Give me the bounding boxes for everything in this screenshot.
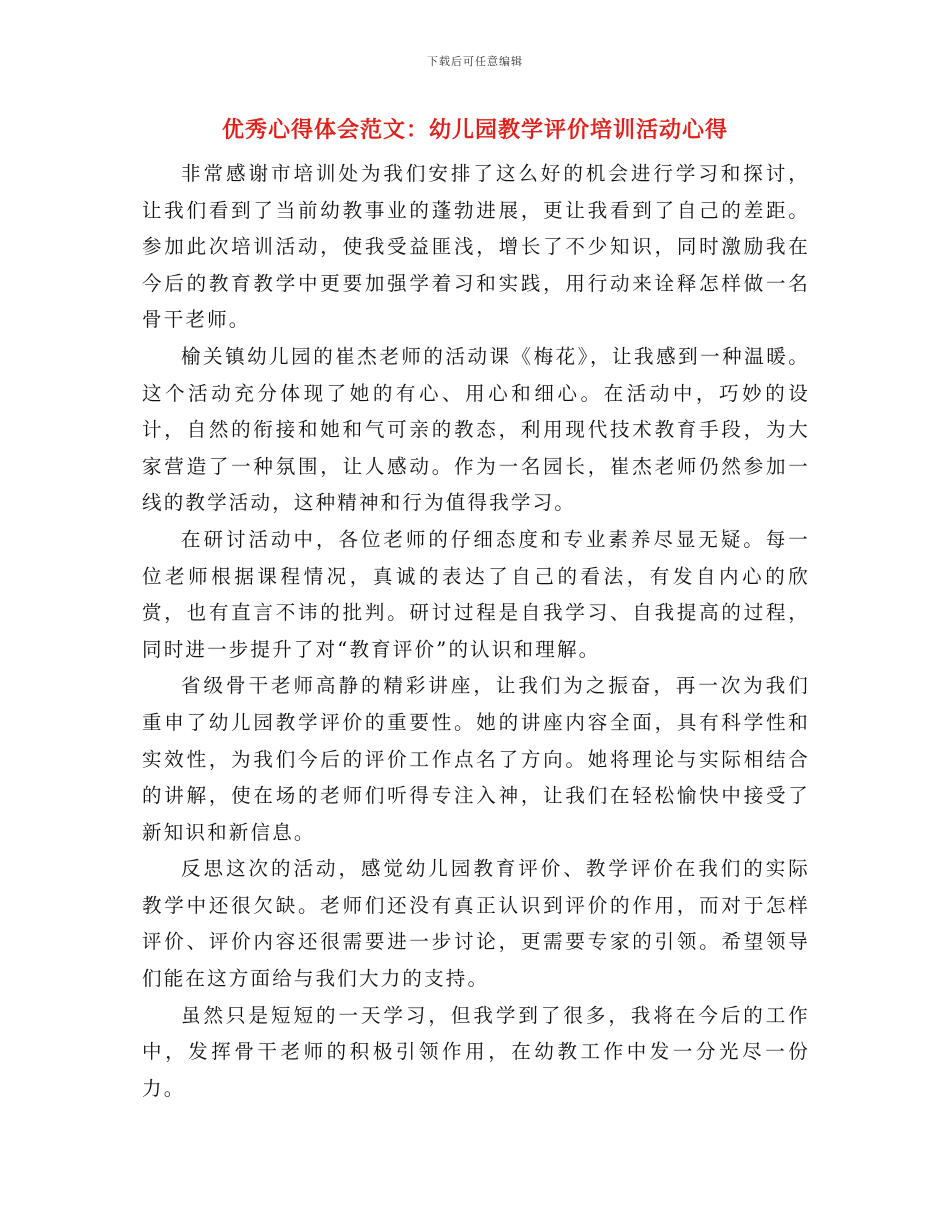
- paragraph-6: 虽然只是短短的一天学习，但我学到了很多，我将在今后的工作中，发挥骨干老师的积极引领作用，在幼教工作中发一分光尽一份力。: [142, 1003, 810, 1100]
- header-note: 下载后可任意编辑: [427, 55, 523, 68]
- paragraph-5: 反思这次的活动，感觉幼儿园教育评价、教学评价在我们的实际教学中还很欠缺。老师们还没有真正认识到评价的作用，而对于怎样评价、评价内容还很需要进一步讨论，更需要专家的引领。希望领导们能在这方面给与我们大力的支持。: [142, 857, 810, 991]
- document-body: [142, 156, 810, 1107]
- document-title: 优秀心得体会范文：幼儿园教学评价培训活动心得: [221, 118, 728, 143]
- paragraph-4: 省级骨干老师高静的精彩讲座，让我们为之振奋，再一次为我们重申了幼儿园教学评价的重要性。她的讲座内容全面，具有科学性和实效性，为我们今后的评价工作点名了方向。她将理论与实际相结合的讲解，使在场的老师们听得专注入神，让我们在轻松愉快中接受了新知识和新信息。: [142, 674, 810, 844]
- paragraph-1: 非常感谢市培训处为我们安排了这么好的机会进行学习和探讨，让我们看到了当前幼教事业的蓬勃进展，更让我看到了自己的差距。参加此次培训活动，使我受益匪浅，增长了不少知识，同时激励我在今后的教育教学中更要加强学着习和实践，用行动来诠释怎样做一名骨干老师。: [142, 162, 810, 332]
- paragraph-3: 在研讨活动中，各位老师的仔细态度和专业素养尽显无疑。每一位老师根据课程情况，真诚的表达了自己的看法，有发自内心的欣赏，也有直言不讳的批判。研讨过程是自我学习、自我提高的过程，同时进一步提升了对“教育评价”的认识和理解。: [142, 527, 810, 661]
- paragraph-2: 榆关镇幼儿园的崔杰老师的活动课《梅花》，让我感到一种温暖。这个活动充分体现了她的有心、用心和细心。在活动中，巧妙的设计，自然的衔接和她和气可亲的教态，利用现代技术教育手段，为大家营造了一种氛围，让人感动。作为一名园长，崔杰老师仍然参加一线的教学活动，这种精神和行为值得我学习。: [142, 344, 810, 515]
